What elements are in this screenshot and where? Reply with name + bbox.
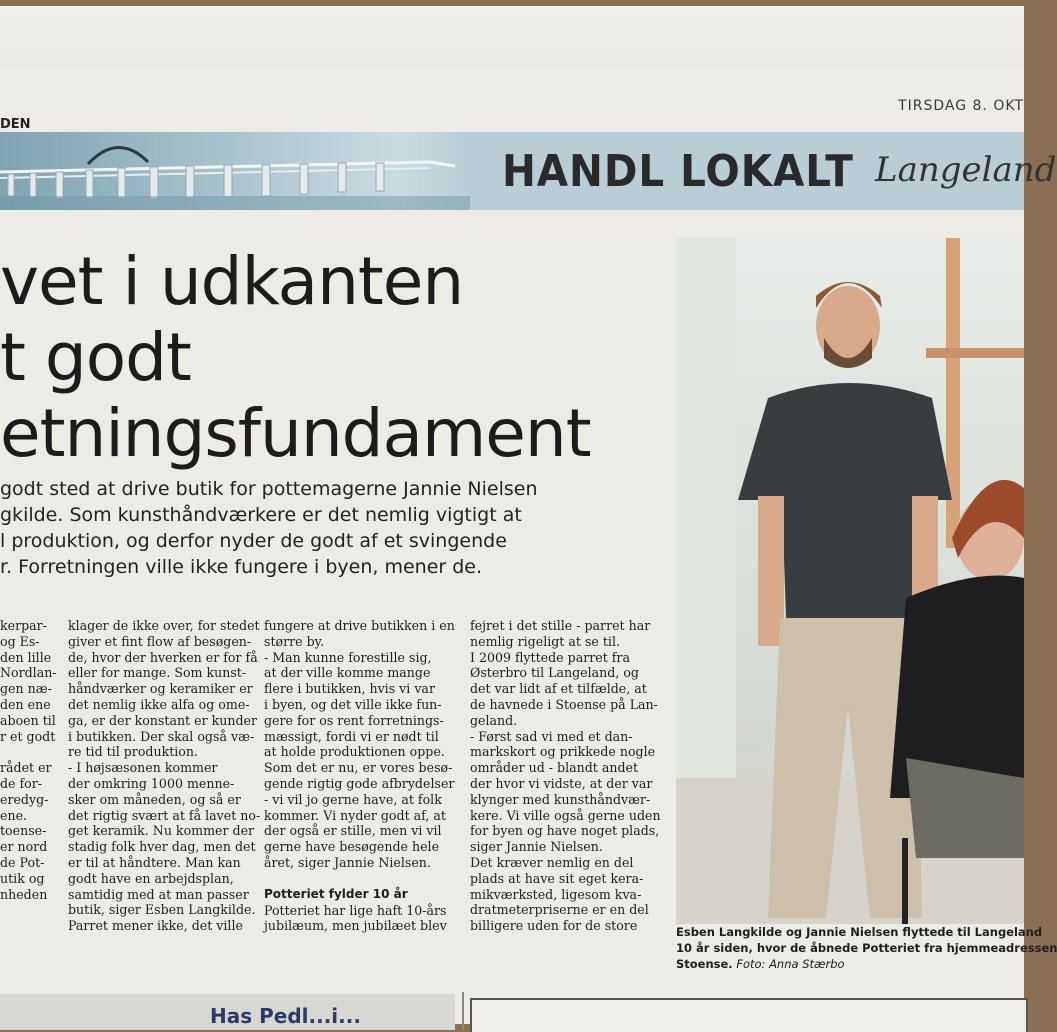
bottom-ad-right [470, 998, 1028, 1032]
banner-title: HANDL LOKALT [502, 146, 854, 197]
photo-credit: Foto: Anna Stærbo [736, 957, 845, 971]
text-column-4: fejret i det stille - parret har nemlig rigeligt at se til. I 2009 flyttede parret fra Østerbro til Langeland, og det var lidt af et tilfælde, at de havnede i Stoense på Lan- geland. - Først sad vi med et dan- markskort og prikkede nogle områder ud - blandt andet der hvor vi vidste, at der var klynger med kunsthåndvær- kere. Vi ville også gerne uden for byen og have noget plads, siger Jannie Nielsen. Det kræver nemlig en del plads at have sit eget kera- mikværksted, ligesom kva- dratmeterpriserne er en del billigere uden for de store [470, 618, 661, 934]
text-column-1: kerpar- og Es- den lille Nordlan- gen næ- den ene aboen til r et godt rådet er de for- eredyg- ene. toense- er nord de Pot- utik og nheden [0, 618, 57, 902]
ad-snippet: Has Pedl...i... [210, 1004, 361, 1028]
lead-line: r. Forretningen ville ikke fungere i byen, mener de. [0, 556, 483, 578]
headline-line-3: etningsfundament [0, 395, 591, 472]
lead-line: gkilde. Som kunsthåndværkere er det nemlig vigtigt at [0, 504, 522, 526]
article-headline [0, 244, 591, 472]
headline-line-1: vet i udkanten [0, 243, 464, 320]
headline-line-2: t godt [0, 319, 191, 396]
portrait-photo-icon [676, 238, 1024, 924]
text-column-2: klager de ikke over, for stedet giver et fint flow af besøgen- de, hvor der hverken er for få eller for mange. Som kunst- håndværker og keramiker er det nemlig ikke alfa og ome- ga, er der konstant er kunder i butikken. Der skal også væ- re tid til produktion. - I højsæsonen kommer der omkring 1000 menne- sker om måneden, og så er det rigtig svært at få lavet no- get keramik. Nu kommer der stadig folk hver dag, men det er til at håndtere. Man kan godt have en arbejdsplan, samtidig med at man passer butik, siger Esben Langkilde. Parret mener ikke, det ville [68, 618, 261, 934]
article-lead [0, 476, 538, 580]
lead-line: l produktion, og derfor nyder de godt af et svingende [0, 530, 507, 552]
bottom-ad-left [0, 994, 455, 1030]
text-column-3: fungere at drive butikken i en større by. - Man kunne forestille sig, at der ville komme mange flere i butikken, hvis vi var i byen, og det ville ikke fun- gere for os rent forretnings- mæssigt, fordi vi er nødt til at holde produktionen oppe. Som det er nu, er vores besø- gende rigtig gode afbrydelser - vi vil jo gerne have, at folk kommer. Vi nyder godt af, at der også er stille, men vi vil gerne have besøgende hele året, siger Jannie Nielsen. Potteriet fylder 10 år Potteriet har lige haft 10-års jubilæum, men jubilæet blev [264, 618, 455, 934]
article-subheading: Potteriet fylder 10 år [264, 886, 408, 901]
bridge-icon [0, 132, 470, 210]
section-label: DEN [0, 117, 31, 132]
previous-page-edge [0, 6, 1024, 66]
date-line: TIRSDAG 8. OKT [898, 98, 1024, 114]
section-banner [0, 132, 1057, 210]
article-photo [676, 238, 1024, 924]
newspaper-page [0, 6, 1057, 1028]
photo-caption: Esben Langkilde og Jannie Nielsen flyttede til Langeland 10 år siden, hvor de åbnede Potteriet fra hjemmeadressen Stoense. Foto: Anna Stærbo [676, 925, 1057, 971]
column-rule [462, 992, 464, 1030]
bridge-image [0, 132, 470, 210]
banner-script-logo: Langeland [875, 150, 1057, 190]
lead-line: godt sted at drive butik for pottemagerne Jannie Nielsen [0, 478, 538, 500]
